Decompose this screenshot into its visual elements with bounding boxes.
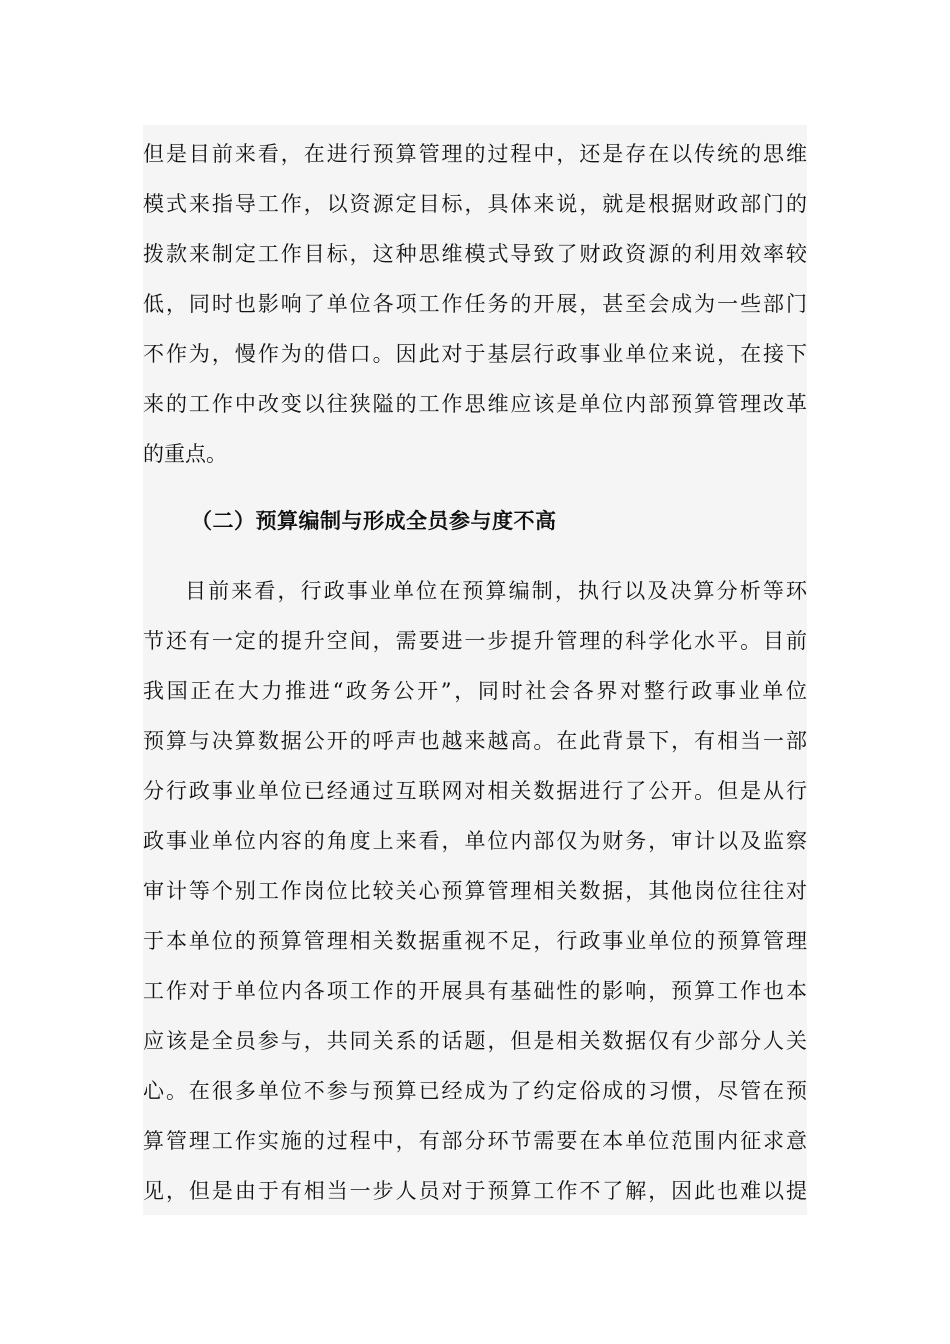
paragraph-line: 工作对于单位内各项工作的开展具有基础性的影响，预算工作也本	[143, 979, 807, 1003]
paragraph-line: 分行政事业单位已经通过互联网对相关数据进行了公开。但是从行	[143, 779, 807, 803]
paragraph-line: 预算与决算数据公开的呼声也越来越高。在此背景下，有相当一部	[143, 729, 807, 753]
paragraph-line: 于本单位的预算管理相关数据重视不足，行政事业单位的预算管理	[143, 929, 807, 953]
paragraph-line: 我国正在大力推进“政务公开”，同时社会各界对整行政事业单位	[143, 679, 807, 703]
paragraph-line: 但是目前来看，在进行预算管理的过程中，还是存在以传统的思维	[143, 142, 807, 166]
paragraph-line: 算管理工作实施的过程中，有部分环节需要在本单位范围内征求意	[143, 1129, 807, 1153]
paragraph-line: 模式来指导工作，以资源定目标，具体来说，就是根据财政部门的	[143, 192, 807, 216]
paragraph-line: 目前来看，行政事业单位在预算编制，执行以及决算分析等环	[185, 579, 807, 603]
paragraph-line: 低，同时也影响了单位各项工作任务的开展，甚至会成为一些部门	[143, 292, 807, 316]
paragraph-line: 审计等个别工作岗位比较关心预算管理相关数据，其他岗位往往对	[143, 879, 807, 903]
paragraph-line: 拨款来制定工作目标，这种思维模式导致了财政资源的利用效率较	[143, 242, 807, 266]
paragraph-line: 应该是全员参与，共同关系的话题，但是相关数据仅有少部分人关	[143, 1029, 807, 1053]
section-heading: （二）预算编制与形成全员参与度不高	[191, 508, 557, 533]
paragraph-line: 来的工作中改变以往狭隘的工作思维应该是单位内部预算管理改革	[143, 392, 807, 416]
paragraph-line: 政事业单位内容的角度上来看，单位内部仅为财务，审计以及监察	[143, 829, 807, 853]
paragraph-line: 不作为，慢作为的借口。因此对于基层行政事业单位来说，在接下	[143, 342, 807, 366]
paragraph-line: 的重点。	[143, 442, 227, 466]
paragraph-line: 心。在很多单位不参与预算已经成为了约定俗成的习惯，尽管在预	[143, 1079, 807, 1103]
paragraph-line: 节还有一定的提升空间，需要进一步提升管理的科学化水平。目前	[143, 629, 807, 653]
document-text-area	[143, 125, 807, 1215]
paragraph-line: 见，但是由于有相当一步人员对于预算工作不了解，因此也难以提	[143, 1179, 807, 1203]
